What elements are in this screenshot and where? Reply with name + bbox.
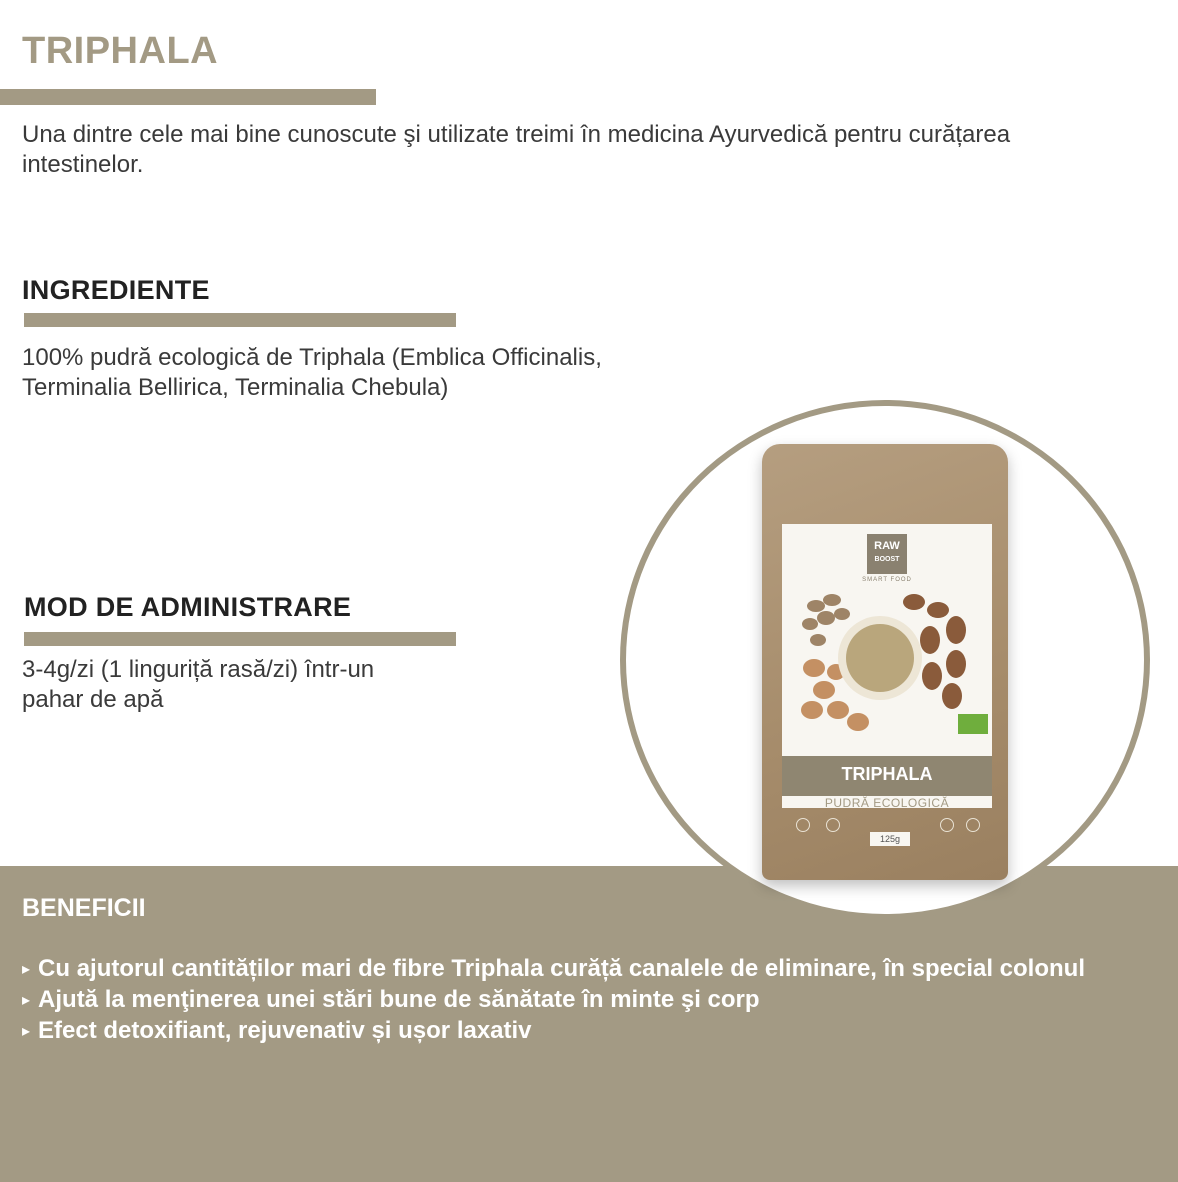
sugar-free-icon (966, 818, 980, 832)
product-footer (782, 814, 992, 848)
no-additives-icon (826, 818, 840, 832)
vegan-icon (796, 818, 810, 832)
benefits-panel (0, 866, 1178, 1182)
ingredients-line-2: Terminalia Bellirica, Terminalia Chebula) (22, 374, 449, 401)
intro-text: Una dintre cele mai bine cunoscute şi utilizate treimi în medicina Ayurvedică pentru curățarea intestinelor. (22, 121, 1011, 178)
administration-heading: MOD DE ADMINISTRARE (24, 592, 352, 622)
gluten-free-icon (940, 818, 954, 832)
benefits-list (22, 954, 1152, 1047)
brand-logo: RAW BOOST (867, 534, 907, 574)
administration-line-2: pahar de apă (22, 686, 164, 713)
bullet-triangle-icon: ▸ (22, 992, 31, 1009)
benefit-item: ▸ Ajută la menţinerea unei stări bune de sănătate în minte şi corp (22, 986, 760, 1013)
administration-underline (24, 632, 456, 646)
benefits-heading: BENEFICII (22, 894, 146, 922)
ingredients-line-1: 100% pudră ecologică de Triphala (Emblica Officinalis, (22, 344, 602, 371)
eu-organic-logo (958, 714, 988, 734)
page-title: TRIPHALA (22, 30, 219, 72)
ingredients-underline (24, 313, 456, 327)
administration-line-1: 3-4g/zi (1 linguriță rasă/zi) într-un (22, 656, 375, 683)
bullet-triangle-icon: ▸ (22, 1023, 31, 1040)
product-pouch-image (762, 444, 1008, 880)
herbs-illustration (796, 586, 978, 736)
product-name: TRIPHALA (841, 764, 933, 784)
benefit-item: ▸ Cu ajutorul cantităților mari de fibre Triphala curăță canalele de eliminare, în special colonul (22, 955, 1085, 982)
product-subtitle: PUDRĂ ECOLOGICĂ (824, 796, 950, 810)
benefit-item: ▸ Efect detoxifiant, rejuvenativ și ușor laxativ (22, 1017, 532, 1044)
product-label (782, 524, 992, 808)
bullet-triangle-icon: ▸ (22, 961, 31, 978)
product-name-band (782, 756, 992, 796)
brand-tagline: SMART FOOD (862, 577, 912, 583)
ingredients-heading: INGREDIENTE (22, 275, 210, 305)
title-underline (0, 89, 376, 105)
product-weight: 125g (870, 832, 910, 846)
